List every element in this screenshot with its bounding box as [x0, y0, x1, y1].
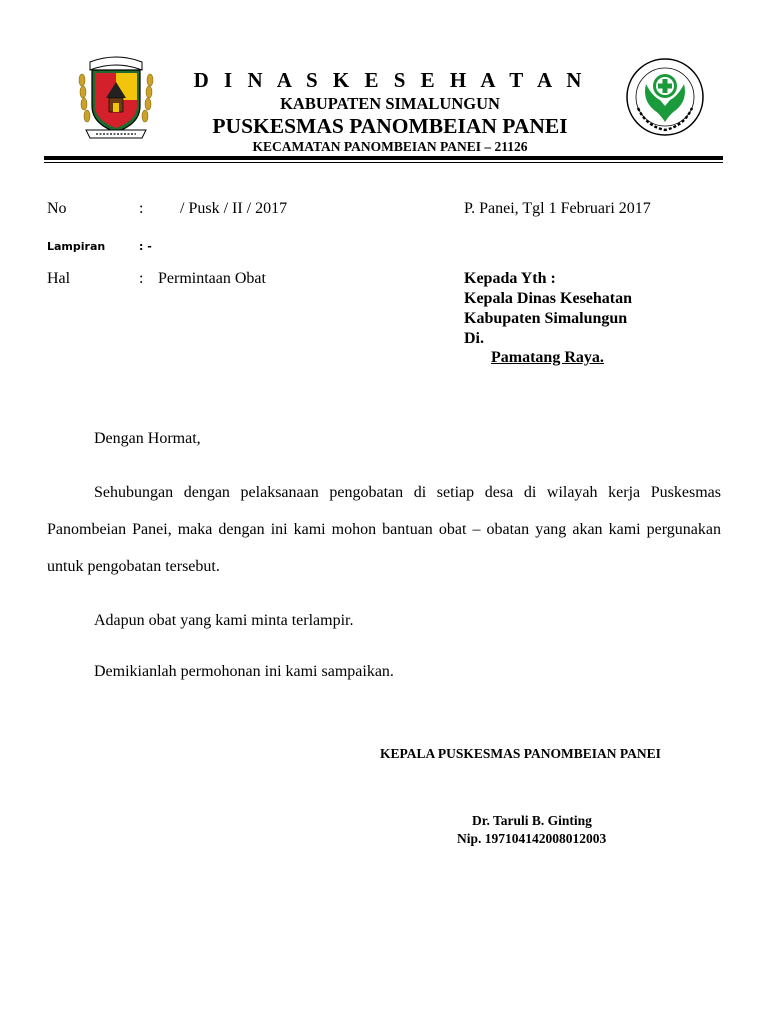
signature-title: KEPALA PUSKESMAS PANOMBEIAN PANEI: [380, 746, 661, 761]
letter-date: P. Panei, Tgl 1 Februari 2017: [464, 200, 651, 217]
recipient-di: Di.: [464, 330, 484, 347]
recipient-city: Pamatang Raya.: [491, 349, 604, 366]
letterhead-divider-thick: [44, 156, 723, 160]
signature-nip: Nip. 197104142008012003: [457, 831, 607, 846]
greeting: Dengan Hormat,: [94, 430, 201, 447]
no-value: / Pusk / II / 2017: [180, 200, 288, 217]
body-paragraph-1-text: Sehubungan dengan pelaksanaan pengobatan di setiap desa di wilayah kerja Puskesmas Panombeian Panei, maka dengan ini kami mohon bantuan obat – obatan yang akan kami pergunakan untuk pengobatan tersebut.: [47, 484, 721, 575]
body-paragraph-3: Demikianlah permohonan ini kami sampaikan.: [94, 663, 394, 680]
signature-name: Dr. Taruli B. Ginting: [472, 813, 592, 828]
recipient-regency: Kabupaten Simalungun: [464, 310, 628, 327]
body-paragraph-1: [47, 474, 721, 585]
no-label: No: [47, 200, 67, 217]
simalungun-crest-icon: [76, 50, 156, 142]
hal-value: Permintaan Obat: [158, 270, 266, 287]
no-colon: :: [139, 200, 144, 217]
hal-colon: :: [139, 270, 144, 287]
lampiran-label: Lampiran: [47, 240, 106, 253]
bakti-husada-logo-icon: [624, 56, 706, 138]
body-paragraph-2: Adapun obat yang kami minta terlampir.: [94, 612, 354, 629]
recipient-greeting: Kepada Yth :: [464, 270, 556, 287]
letterhead-puskesmas: PUSKESMAS PANOMBEIAN PANEI: [212, 114, 568, 138]
hal-label: Hal: [47, 270, 71, 287]
lampiran-value: : -: [139, 240, 152, 253]
letterhead-district: KECAMATAN PANOMBEIAN PANEI – 21126: [252, 139, 528, 154]
letterhead-divider-thin: [44, 162, 723, 163]
letterhead-regency: KABUPATEN SIMALUNGUN: [280, 94, 500, 113]
recipient-title: Kepala Dinas Kesehatan: [464, 290, 633, 307]
letterhead-agency: D I N A S K E S E H A T A N: [193, 68, 587, 92]
